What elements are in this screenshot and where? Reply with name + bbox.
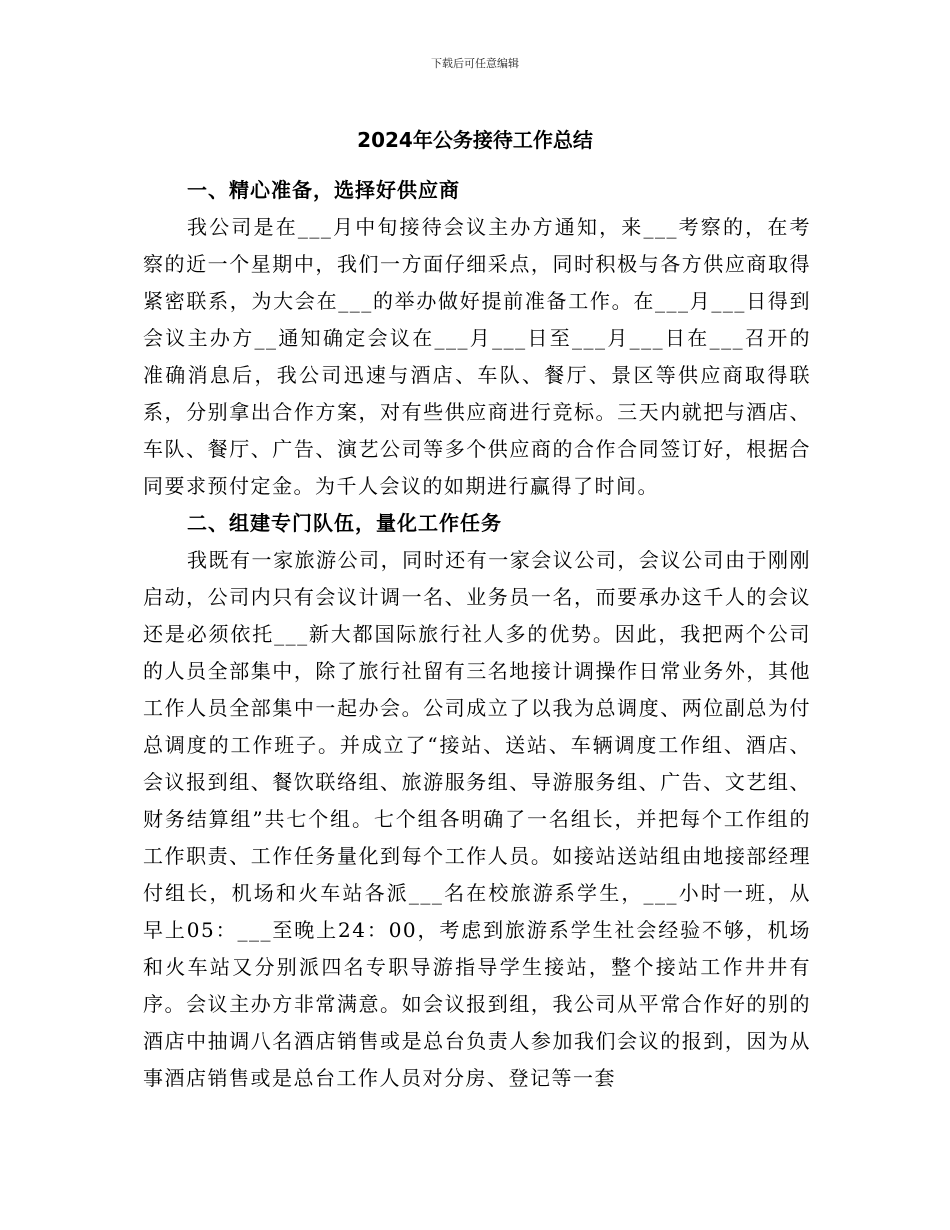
- section-paragraph: 我既有一家旅游公司，同时还有一家会议公司，会议公司由于刚刚启动，公司内只有会议计调一名、业务员一名，而要承办这千人的会议还是必须依托___新大都国际旅行社人多的优势。因此，我把两个公司的人员全部集中，除了旅行社留有三名地接计调操作日常业务外，其他工作人员全部集中一起办会。公司成立了以我为总调度、两位副总为付总调度的工作班子。并成立了“接站、送站、车辆调度工作组、酒店、会议报到组、餐饮联络组、旅游服务组、导游服务组、广告、文艺组、财务结算组”共七个组。七个组各明确了一名组长，并把每个工作组的工作职责、工作任务量化到每个工作人员。如接站送站组由地接部经理付组长，机场和火车站各派___名在校旅游系学生，___小时一班，从早上05：___至晚上24：00，考虑到旅游系学生社会经验不够，机场和火车站又分别派四名专职导游指导学生接站，整个接站工作井井有序。会议主办方非常满意。如会议报到组，我公司从平常合作好的别的酒店中抽调八名酒店销售或是总台负责人参加我们会议的报到，因为从事酒店销售或是总台工作人员对分房、登记等一套: [143, 548, 811, 1090]
- section-paragraph: 我公司是在___月中旬接待会议主办方通知，来___考察的，在考察的近一个星期中，我们一方面仔细采点，同时积极与各方供应商取得紧密联系，为大会在___的举办做好提前准备工作。在___月___日得到会议主办方__通知确定会议在___月___日至___月___日在___召开的准确消息后，我公司迅速与酒店、车队、餐厅、景区等供应商取得联系，分别拿出合作方案，对有些供应商进行竞标。三天内就把与酒店、车队、餐厅、广告、演艺公司等多个供应商的合作合同签订好，根据合同要求预付定金。为千人会议的如期进行赢得了时间。: [143, 215, 811, 498]
- document-title: 2024年公务接待工作总结: [357, 128, 593, 152]
- section-heading: 二、组建专门队伍，量化工作任务: [187, 511, 502, 535]
- section-heading: 一、精心准备，选择好供应商: [187, 178, 460, 202]
- section-1: [143, 172, 811, 505]
- page-header-watermark: 下载后可任意编辑: [431, 57, 519, 70]
- document-body: [143, 172, 811, 1097]
- section-2: [143, 505, 811, 1097]
